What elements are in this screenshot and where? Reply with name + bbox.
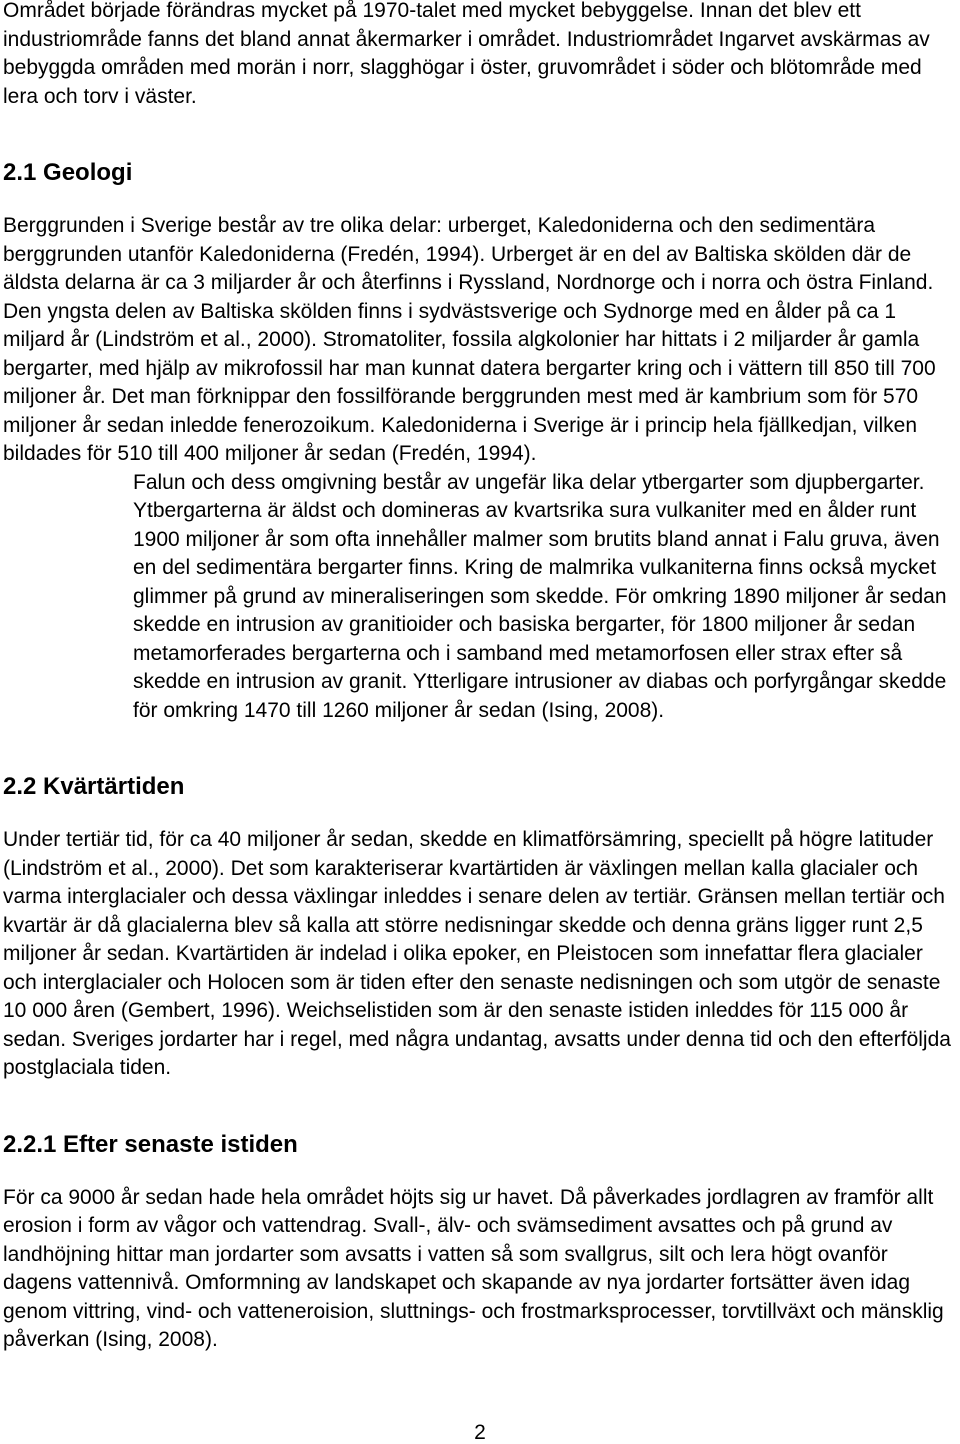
intro-paragraph: Området började förändras mycket på 1970-talet med mycket bebyggelse. Innan det blev ett industriområde fanns det bland annat åkermarker i området. Industriområdet Ingarvet avskärmas av bebyggda områden med morän i norr, slagghögar i öster, gruvområdet i söder och blötområde med lera och torv i väster. — [3, 0, 930, 108]
kvartartiden-paragraph: Under tertiär tid, för ca 40 miljoner år sedan, skedde en klimatförsämring, speciellt på högre latituder (Lindström et al., 2000). Det som karakteriserar kvartärtiden är växlingen mellan kalla glacialer och varma interglacialer och dessa växlingar inleddes i senare delen av tertiär. Gränsen mellan tertiär och kvartär är då glacialerna blev så kalla att större nedisningar skedde och denna gräns ligger runt 2,5 miljoner år sedan. Kvartärtiden är indelad i olika epoker, en Pleistocen som innefattar flera glacialer och interglacialer och Holocen som är tiden efter den senaste nedisningen och som utgör de senaste 10 000 åren (Gembert, 1996). Weichselistiden som är den senaste istiden inleddes för 115 000 år sedan. Sveriges jordarter har i regel, med några undantag, avsatts under denna tid och den efterföljda postglaciala tiden. — [3, 828, 951, 1079]
efter-istiden-paragraph: För ca 9000 år sedan hade hela området höjts sig ur havet. Då påverkades jordlagren av framför allt erosion i form av vågor och vattendrag. Svall-, älv- och svämsediment avsattes och på grund av landhöjning hittar man jordarter som avsatts i vatten så som svallgrus, silt och lera högt ovanför dagens vattennivå. Omformning av landskapet och skapande av nya jordarter fortsätter även idag genom vittring, vind- och vatteneroision, sluttnings- och frostmarksprocesser, torvtillväxt och mänsklig påverkan (Ising, 2008). — [3, 1185, 944, 1351]
geologi-paragraph-1: Berggrunden i Sverige består av tre olika delar: urberget, Kaledoniderna och den sedimentära berggrunden utanför Kaledoniderna (Fredén, 1994). Urberget är en del av Baltiska skölden där de äldsta delarna är ca 3 miljarder år och återfinns i Ryssland, Nordnorge och i norra och östra Finland. Den yngsta delen av Baltiska skölden finns i sydvästsverige och Sydnorge med en ålder på ca 1 miljard år (Lindström et al., 2000). Stromatoliter, fossila algkolonier har hittats i 2 miljarder år gamla bergarter, med hjälp av mikrofossil har man kunnat datera bergarter kring och i vättern till 850 till 700 miljoner år. Det man förknippar den fossilförande berggrunden mest med är kambrium som för 570 miljoner år sedan inledde fenerozoikum. Kaledoniderna i Sverige är i princip hela fjällkedjan, vilken bildades för 510 till 400 miljoner år sedan (Fredén, 1994). — [3, 214, 936, 465]
geologi-paragraph-2: Falun och dess omgivning består av ungefär lika delar ytbergarter som djupbergarter. Ytbergarterna är äldst och domineras av kvartsrika sura vulkaniter med en ålder runt 1900 miljoner år som ofta innehåller malmer som brutits bland annat i Falu gruva, även en del sedimentära bergarter finns. Kring de malmrika vulkaniterna finns också mycket glimmer på grund av mineraliseringen som skedde. För omkring 1890 miljoner år sedan skedde en intrusion av granitioider och basiska bergarter, för 1800 miljoner år sedan metamorferades bergarterna och i samband med metamorfosen eller strax efter så skedde en intrusion av granit. Ytterligare intrusioner av diabas och porfyrgångar skedde för omkring 1470 till 1260 miljoner år sedan (Ising, 2008). — [133, 470, 947, 722]
page-content — [3, 0, 957, 1355]
section-heading-kvartartiden: 2.2 Kvärtärtiden — [3, 773, 185, 800]
section-heading-efter-istiden: 2.2.1 Efter senaste istiden — [3, 1130, 298, 1158]
page-number: 2 — [474, 1421, 486, 1444]
section-heading-geologi: 2.1 Geologi — [3, 159, 133, 186]
